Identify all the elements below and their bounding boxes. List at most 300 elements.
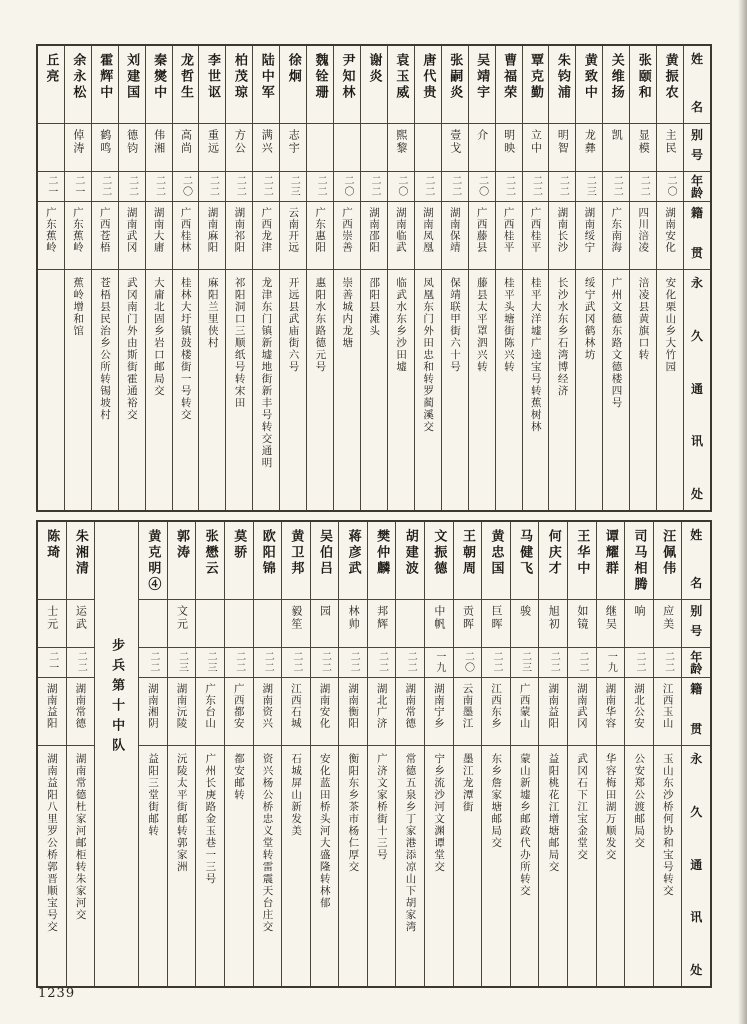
person-name-cell [146, 46, 172, 124]
person-alias: 中帆 [432, 605, 446, 631]
person-age-cell [311, 648, 339, 678]
person-column [368, 522, 397, 986]
person-address-cell [625, 746, 653, 986]
person-native-place: 湖南长沙 [556, 207, 569, 253]
person-alias-cell [425, 600, 453, 648]
person-name: 吴伯吕 [316, 529, 332, 577]
person-native-cell [597, 678, 625, 746]
person-native-cell [196, 678, 224, 746]
person-age: 二二 [503, 175, 515, 197]
person-name: 徐炯 [285, 53, 301, 85]
person-age-cell [139, 648, 167, 678]
header-alias-label: 别 号 [691, 128, 704, 162]
person-native-place: 云南开远 [287, 207, 300, 253]
person-alias: 明智 [556, 129, 570, 155]
person-native-place: 湖南益阳 [45, 683, 58, 729]
person-native-cell [119, 202, 145, 270]
person-name: 刘建国 [124, 53, 140, 101]
person-age-cell [388, 172, 414, 202]
person-age-cell [597, 648, 625, 678]
person-alias-cell [65, 124, 91, 172]
person-alias-cell [657, 124, 683, 172]
person-address: 涪凌县黄旗口转 [637, 277, 650, 361]
person-name: 文振德 [431, 529, 447, 577]
person-name: 关维扬 [608, 53, 624, 101]
person-name-cell [396, 522, 424, 600]
person-address-cell [396, 746, 424, 986]
header-alias-cell [682, 600, 710, 648]
person-alias-cell [442, 124, 468, 172]
person-name: 吴靖宇 [474, 53, 490, 101]
person-native-place: 江西东乡 [490, 683, 503, 729]
person-address: 龙津东门镇新墟地街新丰号转交通明 [260, 277, 273, 469]
person-alias: 园 [318, 605, 332, 618]
person-address: 益阳桃花江增塘邮局交 [547, 753, 560, 873]
person-age-cell [482, 648, 510, 678]
person-age: 二三 [176, 651, 188, 673]
header-alias-label: 别 号 [690, 604, 703, 638]
person-column [282, 522, 311, 986]
person-native-place: 湖南武冈 [125, 207, 138, 253]
person-alias-cell [654, 600, 682, 648]
person-age: 二三 [519, 651, 531, 673]
person-alias: 骏 [518, 605, 532, 618]
person-native-place: 湖北公安 [633, 683, 646, 729]
header-address-label: 永 久 通 讯 处 [690, 752, 703, 977]
person-address-cell [511, 746, 539, 986]
person-column [199, 46, 226, 510]
person-column [139, 522, 168, 986]
person-alias: 立中 [529, 129, 543, 155]
person-name-cell [482, 522, 510, 600]
person-age: 二二 [376, 651, 388, 673]
person-alias: 志宇 [287, 129, 301, 155]
person-age: 二二 [261, 175, 273, 197]
header-age-cell [682, 648, 710, 678]
person-native-place: 湖南祁阳 [233, 207, 246, 253]
person-native-place: 湖南常德 [404, 683, 417, 729]
person-name: 魏铨珊 [312, 53, 328, 101]
person-alias-cell [454, 600, 482, 648]
person-name-cell [339, 522, 367, 600]
scan-edge-shadow [738, 0, 747, 1024]
person-native-cell [168, 678, 196, 746]
person-age: 二二 [548, 651, 560, 673]
unit-annotation-cell [95, 522, 138, 986]
person-native-cell [396, 678, 424, 746]
person-address-cell [67, 746, 95, 986]
person-address: 都安邮转 [232, 753, 245, 801]
person-age-cell [119, 172, 145, 202]
person-alias: 运武 [74, 605, 88, 631]
person-address: 开远县武庙街六号 [287, 277, 300, 373]
person-alias-cell [396, 600, 424, 648]
person-native-cell [254, 678, 282, 746]
person-address-cell [368, 746, 396, 986]
person-column [168, 522, 197, 986]
person-alias-cell [226, 124, 252, 172]
person-address-cell [225, 746, 253, 986]
person-alias-cell [280, 124, 306, 172]
person-name-cell [597, 522, 625, 600]
header-alias-cell [684, 124, 710, 172]
person-native-cell [625, 678, 653, 746]
person-alias-cell [92, 124, 118, 172]
person-address: 湖南益阳八里罗公桥郭晋顺宝号交 [45, 753, 58, 933]
person-name-cell [334, 46, 360, 124]
person-column [119, 46, 146, 510]
person-alias: 介 [475, 129, 489, 142]
person-address: 常德五泉乡丁家港添凉山下胡家湾 [404, 753, 417, 933]
person-age: 二二 [234, 175, 246, 197]
person-name-cell [568, 522, 596, 600]
person-name: 曹福荣 [501, 53, 517, 101]
person-name-cell [226, 46, 252, 124]
person-alias: 凯 [610, 129, 624, 142]
person-age: 二二 [75, 651, 87, 673]
person-alias-cell [625, 600, 653, 648]
person-age-cell [38, 648, 66, 678]
person-native-place: 湖南资兴 [261, 683, 274, 729]
person-column [226, 46, 253, 510]
person-address: 广济文家桥街十三号 [375, 753, 388, 861]
person-address-cell [603, 270, 629, 510]
person-alias-cell [307, 124, 333, 172]
person-address: 大庸北固乡岩口邮局交 [152, 277, 165, 397]
person-alias-cell [361, 124, 387, 172]
person-address: 桂平大洋墟广逵宝号转蕉树林 [529, 277, 542, 433]
person-native-place: 云南墨江 [461, 683, 474, 729]
page-number: 1239 [38, 986, 76, 1001]
person-name-cell [654, 522, 682, 600]
person-column [482, 522, 511, 986]
person-alias-cell [311, 600, 339, 648]
person-age: 二〇 [180, 175, 192, 197]
person-name-cell [92, 46, 118, 124]
person-native-place: 湖南宁乡 [432, 683, 445, 729]
person-name: 司马相腾 [631, 529, 647, 593]
person-age: 二二 [530, 175, 542, 197]
person-name-cell [38, 522, 66, 600]
person-address: 凤凰东门外田忠和转罗蔺溪交 [422, 277, 435, 433]
person-native-cell [65, 202, 91, 270]
person-name: 黄卫邦 [288, 529, 304, 577]
person-name: 郭涛 [174, 529, 190, 561]
person-name-cell [625, 522, 653, 600]
person-name-cell [253, 46, 279, 124]
person-alias: 士元 [45, 605, 59, 631]
person-age: 二二 [262, 651, 274, 673]
person-address: 麻阳兰里侠村 [206, 277, 219, 349]
person-alias: 高尚 [179, 129, 193, 155]
person-address-cell [630, 270, 656, 510]
person-alias-cell [196, 600, 224, 648]
person-address-cell [334, 270, 360, 510]
person-native-place: 广东蕉岭 [71, 207, 84, 253]
person-address-cell [654, 746, 682, 986]
person-name-cell [469, 46, 495, 124]
person-age-cell [339, 648, 367, 678]
person-alias-cell [539, 600, 567, 648]
person-column [415, 46, 442, 510]
person-name-cell [523, 46, 549, 124]
person-alias-cell [168, 600, 196, 648]
person-age: 二〇 [665, 175, 677, 197]
person-age-cell [226, 172, 252, 202]
person-name: 柏茂琼 [231, 53, 247, 101]
person-address-cell [196, 746, 224, 986]
person-name-cell [576, 46, 602, 124]
person-name: 胡建波 [402, 529, 418, 577]
person-age-cell [442, 172, 468, 202]
person-alias-cell [146, 124, 172, 172]
person-address: 资兴杨公桥忠义堂转雷震天台庄交 [261, 753, 274, 933]
person-column [549, 46, 576, 510]
person-native-cell [511, 678, 539, 746]
person-address: 东乡詹家塘邮局交 [490, 753, 503, 849]
person-age-cell [361, 172, 387, 202]
person-native-place: 四川涪凌 [637, 207, 650, 253]
person-alias: 重远 [206, 129, 220, 155]
person-address-cell [38, 746, 66, 986]
person-name: 陈琦 [44, 529, 60, 561]
person-address: 广州文德东路文德楼四号 [610, 277, 623, 409]
person-address: 宁乡流沙河文渊谭堂交 [433, 753, 446, 873]
person-age: 二三 [584, 175, 596, 197]
person-name-cell [139, 522, 167, 600]
person-column [657, 46, 684, 510]
person-name: 尹知林 [339, 53, 355, 101]
person-alias-cell [67, 600, 95, 648]
header-native-cell [684, 202, 710, 270]
person-name: 黄克明④ [145, 529, 161, 593]
person-native-cell [603, 202, 629, 270]
header-name-cell [682, 522, 710, 600]
person-alias: 方公 [233, 129, 247, 155]
person-native-cell [657, 202, 683, 270]
person-column [65, 46, 92, 510]
person-age-cell [282, 648, 310, 678]
person-name-cell [307, 46, 333, 124]
person-native-place: 广西龙津 [260, 207, 273, 253]
person-address-cell [454, 746, 482, 986]
person-native-place: 广西桂平 [502, 207, 515, 253]
person-native-cell [654, 678, 682, 746]
person-age-cell [146, 172, 172, 202]
person-alias-cell [511, 600, 539, 648]
person-column [496, 46, 523, 510]
person-alias: 倬涛 [71, 129, 85, 155]
person-name: 马健飞 [517, 529, 533, 577]
person-address-cell [597, 746, 625, 986]
person-column [280, 46, 307, 510]
person-name: 黄振农 [662, 53, 678, 101]
person-name: 张颐和 [635, 53, 651, 101]
person-age-cell [568, 648, 596, 678]
person-column [311, 522, 340, 986]
roster-table-upper [36, 44, 712, 512]
person-age: 二二 [491, 651, 503, 673]
person-age-cell [92, 172, 118, 202]
person-column [576, 46, 603, 510]
person-alias: 继吴 [604, 605, 618, 631]
person-name: 张懋云 [202, 529, 218, 577]
person-column [388, 46, 415, 510]
person-age-cell [654, 648, 682, 678]
person-column [511, 522, 540, 986]
person-native-place: 湖北广济 [375, 683, 388, 729]
person-name-cell [173, 46, 199, 124]
person-name-cell [425, 522, 453, 600]
person-native-cell [334, 202, 360, 270]
person-age-cell [539, 648, 567, 678]
person-alias: 壹戈 [448, 129, 462, 155]
person-age: 一九 [433, 651, 445, 673]
person-age-cell [196, 648, 224, 678]
person-native-place: 湖南保靖 [448, 207, 461, 253]
person-address-cell [425, 746, 453, 986]
header-name-cell [684, 46, 710, 124]
person-name: 唐代贵 [420, 53, 436, 101]
person-name-cell [196, 522, 224, 600]
person-name-cell [361, 46, 387, 124]
person-age-cell [469, 172, 495, 202]
header-native-cell [682, 678, 710, 746]
person-age: 二一 [45, 175, 57, 197]
header-age-label: 年 龄 [691, 174, 704, 200]
person-age: 二二 [290, 651, 302, 673]
person-address-cell [199, 270, 225, 510]
person-age: 二二 [449, 175, 461, 197]
person-address: 公安郑公渡邮局交 [633, 753, 646, 849]
person-address-cell [311, 746, 339, 986]
person-address-cell [482, 746, 510, 986]
person-name: 张嗣炎 [447, 53, 463, 101]
person-age-cell [368, 648, 396, 678]
person-native-cell [199, 202, 225, 270]
person-address: 邵阳县滩头 [368, 277, 381, 337]
person-age: 二三 [205, 651, 217, 673]
person-age: 二二 [99, 175, 111, 197]
person-native-cell [38, 202, 64, 270]
person-alias-cell [388, 124, 414, 172]
person-native-place: 湖南安化 [664, 207, 677, 253]
person-native-cell [280, 202, 306, 270]
person-name-cell [630, 46, 656, 124]
person-name: 欧阳锦 [259, 529, 275, 577]
person-name: 莫骄 [231, 529, 247, 561]
person-column [425, 522, 454, 986]
person-name: 陆中军 [258, 53, 274, 101]
person-age-cell [65, 172, 91, 202]
person-native-place: 湖南安化 [318, 683, 331, 729]
person-address-cell [576, 270, 602, 510]
person-address-cell [173, 270, 199, 510]
person-native-cell [307, 202, 333, 270]
person-native-place: 广东惠阳 [314, 207, 327, 253]
header-native-label: 籍 贯 [691, 206, 704, 260]
person-native-place: 湖南沅陵 [175, 683, 188, 729]
person-column [568, 522, 597, 986]
header-column [682, 522, 710, 986]
person-alias: 显模 [637, 129, 651, 155]
person-name: 王华中 [574, 529, 590, 577]
person-age: 二一 [72, 175, 84, 197]
person-address: 石城屏山新发美 [290, 753, 303, 837]
person-native-cell [38, 678, 66, 746]
person-age: 二二 [634, 651, 646, 673]
person-column [146, 46, 173, 510]
person-age-cell [307, 172, 333, 202]
person-column [67, 522, 96, 986]
header-column [684, 46, 710, 510]
person-name-cell [67, 522, 95, 600]
person-address: 长沙水东乡石湾博经济 [556, 277, 569, 397]
person-address-cell [361, 270, 387, 510]
person-column [654, 522, 683, 986]
unit-annotation-column [95, 522, 139, 986]
person-column [469, 46, 496, 510]
person-age-cell [630, 172, 656, 202]
person-name-cell [603, 46, 629, 124]
person-address-cell [146, 270, 172, 510]
person-age: 二〇 [462, 651, 474, 673]
person-native-place: 湖南绥宁 [583, 207, 596, 253]
person-column [442, 46, 469, 510]
person-age: 二二 [153, 175, 165, 197]
person-column [339, 522, 368, 986]
header-age-cell [684, 172, 710, 202]
person-age: 二一 [46, 651, 58, 673]
person-column [523, 46, 550, 510]
person-native-place: 湖南常德 [74, 683, 87, 729]
person-address-cell [469, 270, 495, 510]
person-address: 惠阳水东路德元号 [314, 277, 327, 373]
person-age: 二二 [319, 651, 331, 673]
person-name-cell [280, 46, 306, 124]
person-native-cell [469, 202, 495, 270]
person-column [307, 46, 334, 510]
person-native-place: 广东台山 [204, 683, 217, 729]
person-address-cell [549, 270, 575, 510]
person-age-cell [549, 172, 575, 202]
person-address: 临武水东乡沙田墟 [395, 277, 408, 373]
person-address: 安化栗山乡大竹园 [664, 277, 677, 373]
header-native-label: 籍 贯 [690, 682, 703, 736]
person-age: 二二 [611, 175, 623, 197]
header-age-label: 年 龄 [690, 650, 703, 676]
person-address-cell [168, 746, 196, 986]
person-address: 崇善城内龙塘 [341, 277, 354, 349]
person-column [38, 522, 67, 986]
person-alias-cell [334, 124, 360, 172]
person-alias-cell [603, 124, 629, 172]
person-column [539, 522, 568, 986]
person-age-cell [496, 172, 522, 202]
person-native-cell [361, 202, 387, 270]
person-alias-cell [576, 124, 602, 172]
person-name-cell [199, 46, 225, 124]
person-name-cell [511, 522, 539, 600]
person-name: 谢炎 [366, 53, 382, 85]
person-name: 谭耀群 [602, 529, 618, 577]
person-address: 桂林大圩镇鼓楼街一号转交 [179, 277, 192, 421]
person-age-cell [603, 172, 629, 202]
person-alias-cell [225, 600, 253, 648]
person-alias-cell [173, 124, 199, 172]
person-name: 李世讴 [204, 53, 220, 101]
person-address-cell [307, 270, 333, 510]
